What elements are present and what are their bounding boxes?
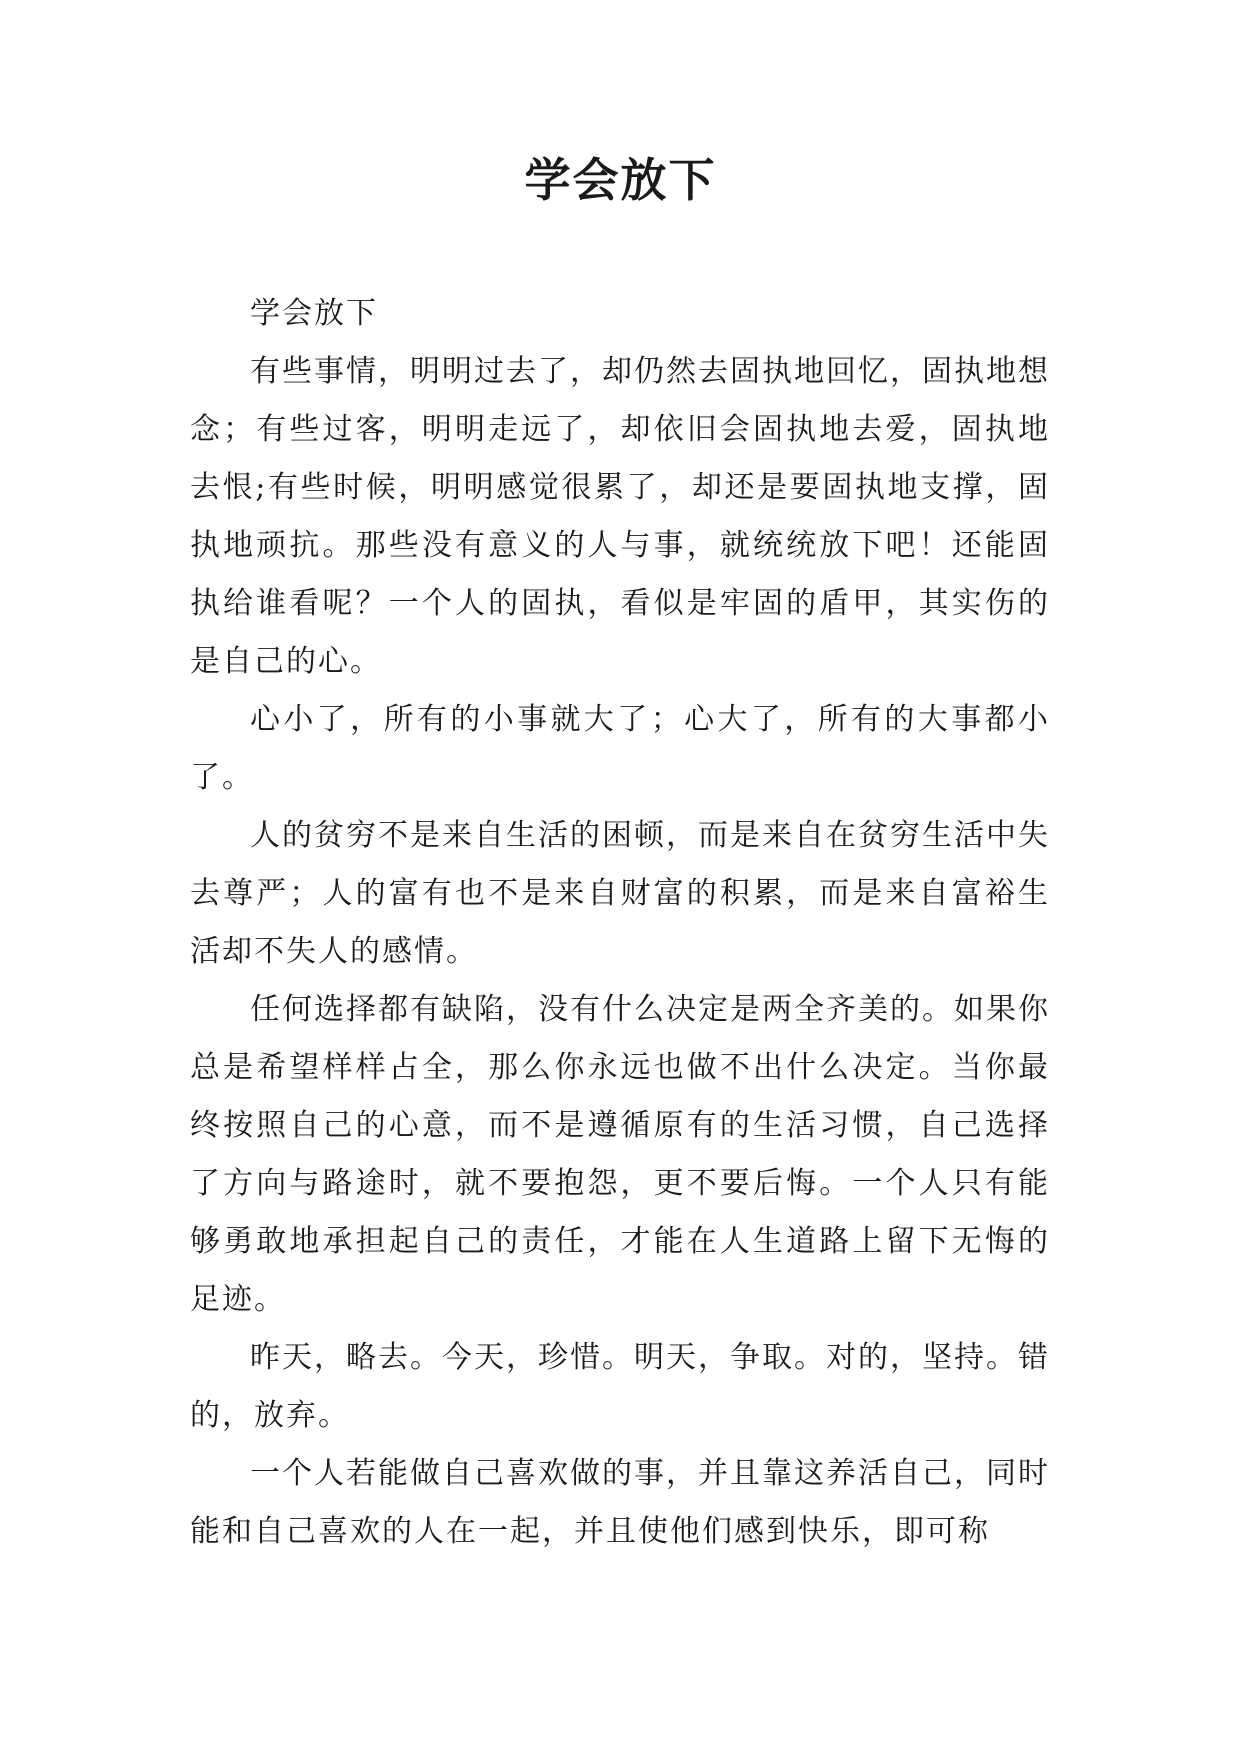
document-body (190, 285, 1050, 1561)
paragraph: 一个人若能做自己喜欢做的事，并且靠这养活自己，同时能和自己喜欢的人在一起，并且使他们感到快乐，即可称 (190, 1456, 1050, 1549)
paragraph: 心小了，所有的小事就大了；心大了，所有的大事都小了。 (190, 702, 1050, 795)
paragraph: 昨天，略去。今天，珍惜。明天，争取。对的，坚持。错的，放弃。 (190, 1340, 1050, 1433)
document-title: 学会放下 (524, 153, 717, 207)
paragraph: 人的贫穷不是来自生活的困顿，而是来自在贫穷生活中失去尊严；人的富有也不是来自财富的积累，而是来自富裕生活却不失人的感情。 (190, 818, 1050, 969)
paragraph: 任何选择都有缺陷，没有什么决定是两全齐美的。如果你总是希望样样占全，那么你永远也做不出什么决定。当你最终按照自己的心意，而不是遵循原有的生活习惯，自己选择了方向与路途时，就不要抱怨，更不要后悔。一个人只有能够勇敢地承担起自己的责任，才能在人生道路上留下无悔的足迹。 (190, 992, 1050, 1317)
paragraph: 有些事情，明明过去了，却仍然去固执地回忆，固执地想念；有些过客，明明走远了，却依旧会固执地去爱，固执地去恨;有些时候，明明感觉很累了，却还是要固执地支撑，固执地顽抗。那些没有意义的人与事，就统统放下吧！还能固执给谁看呢？一个人的固执，看似是牢固的盾甲，其实伤的是自己的心。 (190, 354, 1050, 679)
paragraph-subtitle: 学会放下 (250, 296, 378, 331)
